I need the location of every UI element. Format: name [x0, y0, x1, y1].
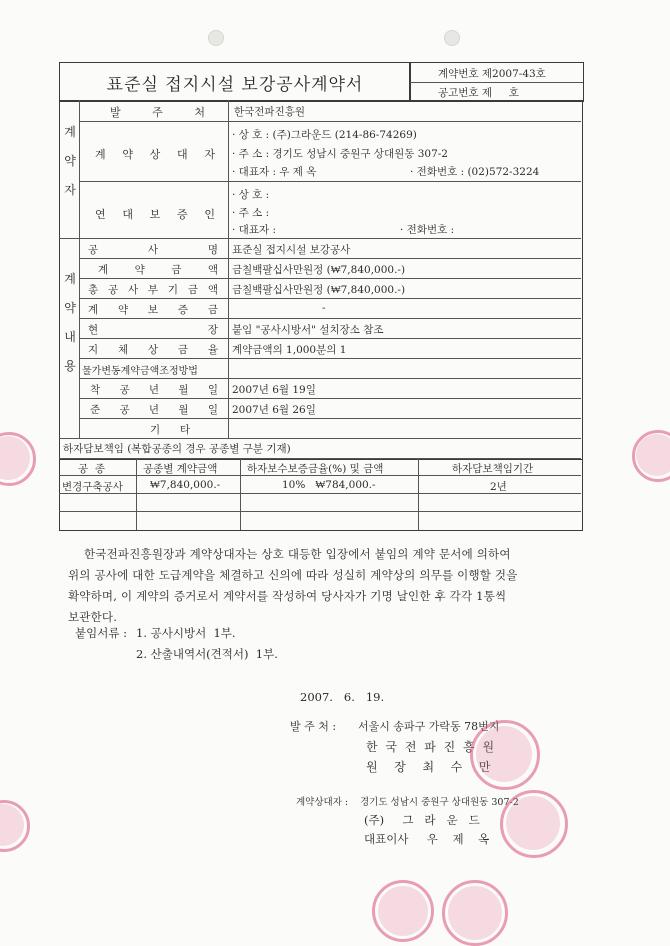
orderer-value: 한국전파진흥원 — [234, 106, 306, 118]
paragraph-line: 한국전파진흥원장과 계약상대자는 상호 대등한 입장에서 붙임의 계약 문서에 의하여 — [84, 547, 511, 561]
warranty-cell-amount: ₩7,840,000.- — [150, 479, 221, 491]
guarantor-rep: · 대표자 : — [232, 224, 276, 236]
content-row-label: 지 체 상 금 율 — [88, 344, 218, 356]
content-row-value: - — [322, 302, 326, 314]
content-row-label: 착 공 년 월 일 — [90, 384, 218, 396]
counterparty-label: 계 약 상 대 자 — [95, 148, 215, 161]
notice-number: 공고번호 제 호 — [438, 87, 519, 99]
orderer-sign-address: 서울시 송파구 가락동 78번지 — [358, 720, 500, 733]
contractor-sign-label: 계약상대자 : — [296, 797, 349, 808]
agreement-paragraph — [68, 544, 608, 628]
paragraph-line: 확약하며, 이 계약의 증거로서 계약서를 작성하여 당사자가 기명 날인한 후 각각 1통씩 — [68, 589, 507, 603]
content-row-label: 준 공 년 월 일 — [90, 404, 218, 416]
punch-hole — [444, 30, 460, 46]
orderer-sign-org: 한 국 전 파 진 흥 원 — [366, 740, 497, 754]
number-box — [409, 62, 584, 102]
content-row-value: 표준실 접지시설 보강공사 — [232, 244, 351, 256]
content-row-value: 2007년 6월 26일 — [232, 404, 316, 416]
side-label-contract-content: 계 약 내 용 — [64, 272, 76, 373]
guarantor-label: 연 대 보 증 인 — [95, 208, 215, 221]
content-row-label: 계 약 금 액 — [98, 264, 218, 276]
guarantor-address: · 주 소 : — [232, 207, 270, 219]
warranty-header-period: 하자담보책임기간 — [452, 463, 534, 475]
orderer-seal-stamp — [476, 726, 532, 782]
contractor-seal-stamp — [506, 796, 560, 850]
seal-stamp — [378, 886, 428, 936]
content-row-value: 2007년 6월 19일 — [232, 384, 316, 396]
paragraph-line: 보관한다. — [68, 610, 118, 624]
guarantor-phone: · 전화번호 : — [400, 224, 455, 236]
orderer-sign-title: 원 장 최 수 만 — [366, 760, 494, 774]
contractor-sign-title: 대표이사 우 제 옥 — [364, 832, 490, 846]
content-row-value: 금칠백팔십사만원정 (₩7,840,000.-) — [232, 264, 406, 276]
attachment-item: 1. 공사시방서 1부. — [136, 626, 236, 640]
content-row-value: 금칠백팔십사만원정 (₩7,840,000.-) — [232, 284, 406, 296]
contract-date: 2007. 6. 19. — [300, 690, 385, 704]
page-title: 표준실 접지시설 보강공사계약서 — [106, 75, 364, 95]
warranty-header-rate: 하자보수보증금율(%) 및 금액 — [247, 463, 384, 475]
contract-number: 계약번호 제2007-43호 — [438, 68, 546, 80]
paragraph-line: 위의 공사에 대한 도급계약을 체결하고 신의에 따라 성실히 계약상의 의무를 이행할 것을 — [68, 568, 518, 582]
content-row-label: 계 약 보 증 금 — [88, 304, 218, 316]
seal-stamp — [448, 886, 502, 940]
warranty-header-type: 공 종 — [78, 463, 105, 475]
warranty-cell-rate: 10% ₩784,000.- — [282, 479, 376, 491]
content-row-label: 기 타 — [150, 424, 190, 436]
content-row-value: 계약금액의 1,000분의 1 — [232, 344, 347, 356]
counterparty-company: · 상 호 : (주)그라운드 (214-86-74269) — [232, 129, 417, 141]
content-row-value: 붙임 "공사시방서" 설치장소 참조 — [232, 324, 384, 336]
side-label-contract-party: 계 약 자 — [64, 125, 76, 197]
content-row-label: 물가변동계약금액조정방법 — [82, 366, 198, 377]
warranty-header-amount: 공종별 계약금액 — [143, 463, 218, 475]
attachment-item: 2. 산출내역서(견적서) 1부. — [136, 647, 278, 661]
content-row-label: 공 사 명 — [88, 244, 218, 256]
seal-stamp — [636, 434, 670, 476]
warranty-cell-type: 변경구축공사 — [62, 481, 123, 493]
warranty-cell-period: 2년 — [490, 481, 507, 493]
orderer-sign-label: 발 주 처 : — [290, 720, 337, 733]
guarantor-company: · 상 호 : — [232, 189, 270, 201]
attachments-label: 붙임서류 : — [75, 626, 127, 640]
warranty-title: 하자담보책임 (복합공종의 경우 공종별 구분 기재) — [63, 443, 291, 455]
counterparty-address: · 주 소 : 경기도 성남시 중원구 상대원동 307-2 — [232, 148, 448, 160]
counterparty-phone: · 전화번호 : (02)572-3224 — [410, 166, 540, 178]
content-row-label: 총 공 사 부 기 금 액 — [88, 284, 218, 296]
punch-hole — [208, 30, 224, 46]
content-row-label: 현 장 — [88, 324, 218, 336]
title-box — [59, 62, 411, 102]
orderer-label: 발 주 처 — [110, 106, 205, 119]
contractor-sign-address: 경기도 성남시 중원구 상대원동 307-2 — [360, 797, 519, 808]
counterparty-rep: · 대표자 : 우 제 옥 — [232, 166, 317, 178]
contractor-sign-org: (주) 그 라 운 드 — [364, 813, 480, 827]
